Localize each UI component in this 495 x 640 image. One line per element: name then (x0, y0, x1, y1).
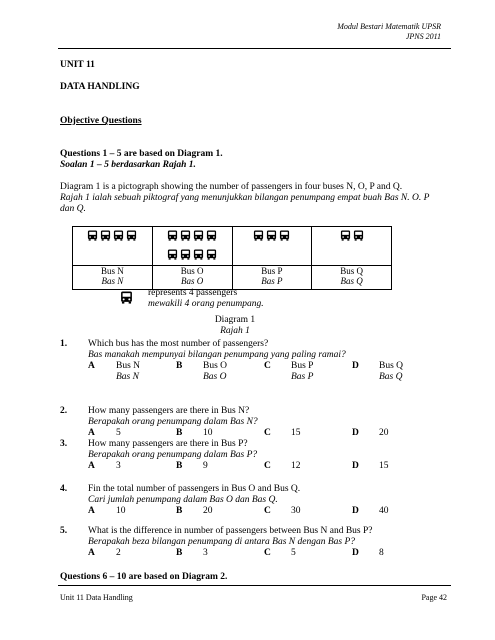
bus-label: Bus O (180, 266, 204, 276)
question-text: What is the difference in number of passengers between Bus N and Bus P? (88, 526, 373, 536)
description-my-2: dan Q. (60, 204, 86, 214)
option-letter: A (88, 461, 95, 471)
bus-label: Bus P (261, 266, 283, 276)
option-value[interactable]: 15 (291, 428, 301, 438)
option-value[interactable]: 3 (116, 461, 121, 471)
option-value[interactable]: 10 (203, 428, 213, 438)
header-line2: JPNS 2011 (405, 32, 441, 41)
footer-page-number: Page 42 (421, 593, 447, 602)
question-text: Fin the total number of passengers in Bus O and Bus Q. (88, 484, 301, 494)
bus-icon-row (233, 227, 312, 246)
option-value[interactable]: 20 (203, 506, 213, 516)
bus-icon (193, 249, 204, 260)
pictograph-table (72, 226, 392, 290)
caption-my: Rajah 1 (220, 326, 250, 336)
bus-icon (206, 230, 217, 241)
header-line1: Modul Bestari Matematik UPSR (337, 22, 441, 31)
bus-cell (312, 227, 392, 266)
description-my-1: Rajah 1 ialah sebuah piktograf yang menunjukkan bilangan penumpang empat buah Bas N. O. P (60, 193, 430, 203)
bus-cell (232, 227, 312, 266)
bus-icon (279, 230, 290, 241)
question-text: Which bus has the most number of passengers? (88, 339, 269, 349)
bus-label-cell (312, 266, 392, 290)
option-value[interactable]: 10 (116, 506, 126, 516)
unit-title: UNIT 11 (60, 60, 95, 70)
option-value[interactable]: 15 (379, 461, 389, 471)
option-letter: C (264, 461, 271, 471)
description-en: Diagram 1 is a pictograph showing the number of passengers in four buses N, O, P and Q. (60, 182, 403, 192)
option-letter: B (176, 428, 183, 438)
option-value[interactable]: Bus N (116, 361, 141, 371)
pictograph-icon-row (73, 227, 392, 266)
option-letter: B (176, 361, 183, 371)
bus-label: Bus N (100, 266, 124, 276)
option-value[interactable]: 3 (203, 548, 208, 558)
question-text-my: Berapakah beza bilangan penumpang di antara Bas N dengan Bas P? (88, 537, 356, 547)
bus-icon (193, 230, 204, 241)
intro-en: Questions 1 – 5 are based on Diagram 1. (60, 149, 223, 159)
option-letter: B (176, 548, 183, 558)
option-value-my: Bas O (203, 372, 227, 382)
option-letter: D (352, 506, 359, 516)
bus-icon (340, 230, 351, 241)
section-title: Objective Questions (60, 116, 142, 126)
option-value-my: Bas N (116, 372, 139, 382)
key-text-en: represents 4 passengers (148, 288, 238, 298)
option-value[interactable]: 12 (291, 461, 301, 471)
question-text: How many passengers are there in Bus N? (88, 406, 250, 416)
bus-icon (167, 249, 178, 260)
option-letter: D (352, 461, 359, 471)
option-value[interactable]: 20 (379, 428, 389, 438)
bus-icon (266, 230, 277, 241)
topic-title: DATA HANDLING (60, 82, 140, 92)
option-value[interactable]: 2 (116, 548, 121, 558)
bus-label-cell (152, 266, 232, 290)
question-text-my: Berapakah orang penumpang dalam Bas P? (88, 450, 258, 460)
option-letter: A (88, 361, 95, 371)
option-value[interactable]: Bus P (291, 361, 314, 371)
caption-en: Diagram 1 (214, 315, 256, 325)
question-number: 3. (60, 439, 68, 449)
option-value-my: Bas Q (379, 372, 403, 382)
option-value[interactable]: Bus O (203, 361, 228, 371)
key-text-my: mewakili 4 orang penumpang. (148, 299, 264, 309)
bus-icon (253, 230, 264, 241)
bus-label-my: Bas Q (340, 276, 363, 286)
bus-icon (113, 230, 124, 241)
question-text-my: Bas manakah mempunyai bilangan penumpang yang paling ramai? (88, 350, 346, 360)
bus-icon (353, 230, 364, 241)
bus-icon-row (73, 227, 152, 246)
question-number: 2. (60, 406, 68, 416)
option-value[interactable]: 30 (291, 506, 301, 516)
option-value[interactable]: 8 (379, 548, 384, 558)
pictograph-key (148, 288, 264, 310)
option-letter: D (352, 548, 359, 558)
option-value[interactable]: 9 (203, 461, 208, 471)
option-letter: A (88, 506, 95, 516)
bus-label-my: Bas P (261, 276, 283, 286)
bus-label: Bus Q (340, 266, 363, 276)
bus-icon (87, 230, 98, 241)
bus-icon (180, 249, 191, 260)
bus-cell (152, 227, 232, 266)
question-text-my: Cari jumlah penumpang dalam Bas O dan Bas Q. (88, 495, 278, 505)
option-letter: D (352, 361, 359, 371)
bus-label-cell (73, 266, 153, 290)
footer-left: Unit 11 Data Handling (60, 593, 133, 602)
page-header (337, 22, 441, 42)
option-value[interactable]: Bus Q (379, 361, 404, 371)
bus-label-my: Bas O (181, 276, 204, 286)
option-letter: C (264, 361, 271, 371)
bus-icon-row (312, 227, 391, 246)
option-value-my: Bas P (291, 372, 314, 382)
key-bus-icon (120, 291, 133, 304)
option-letter: A (88, 548, 95, 558)
question-number: 4. (60, 484, 68, 494)
bus-cell (73, 227, 153, 266)
option-value[interactable]: 40 (379, 506, 389, 516)
option-letter: C (264, 548, 271, 558)
option-value[interactable]: 5 (291, 548, 296, 558)
option-letter: B (176, 461, 183, 471)
diagram-caption (200, 315, 270, 337)
question-text-my: Berapakah orang penumpang dalam Bas N? (88, 417, 258, 427)
option-letter: C (264, 506, 271, 516)
option-letter: A (88, 428, 95, 438)
question-number: 1. (60, 339, 68, 349)
pictograph-label-row (73, 266, 392, 290)
intro-my: Soalan 1 – 5 berdasarkan Rajah 1. (60, 160, 196, 170)
bus-label-my: Bas N (101, 276, 124, 286)
bus-icon (167, 230, 178, 241)
next-section-heading: Questions 6 – 10 are based on Diagram 2. (60, 572, 228, 582)
bus-icon (126, 230, 137, 241)
option-value[interactable]: 5 (116, 428, 121, 438)
question-number: 5. (60, 526, 68, 536)
bus-icon-row (153, 227, 232, 246)
bus-icon (206, 249, 217, 260)
option-letter: D (352, 428, 359, 438)
bus-icon (100, 230, 111, 241)
header-divider (58, 48, 451, 49)
bus-icon (180, 230, 191, 241)
question-text: How many passengers are there in Bus P? (88, 439, 248, 449)
footer-divider (58, 585, 451, 586)
option-letter: C (264, 428, 271, 438)
bus-label-cell (232, 266, 312, 290)
bus-icon-row (153, 246, 232, 265)
option-letter: B (176, 506, 183, 516)
